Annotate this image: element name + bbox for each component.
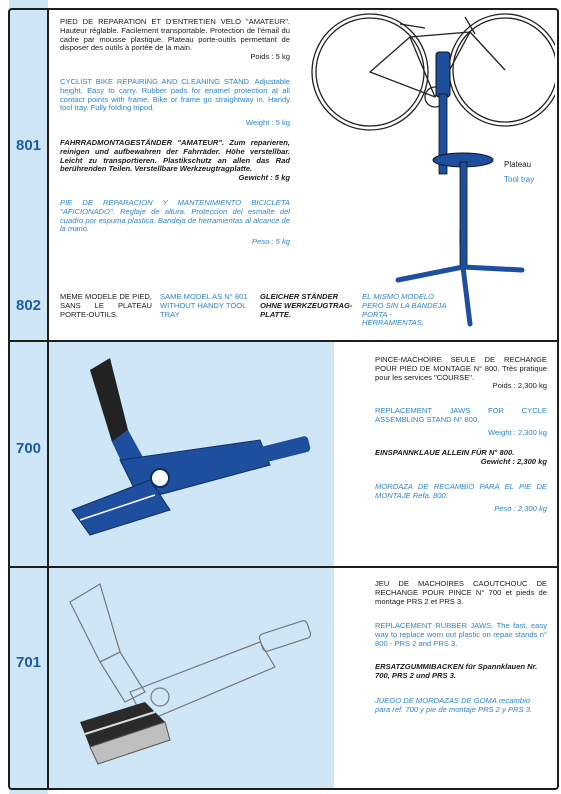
p802-es-text: EL MISMO MODELO PERO SIN LA BANDEJA PORTA - HERRAMIENTAS. (362, 292, 447, 328)
p701-es-text: JUEGO DE MORDAZAS DE GOMA recambio para ref. 700 y pie de montaje PRS 2 y PRS 3. (375, 696, 533, 714)
stand-body (398, 52, 522, 324)
rubber-jaws (80, 702, 170, 764)
p701-en-text: REPLACEMENT RUBBER JAWS. The fast, easy way to replace worn out plastic on repair stands n° 800 - PRS 2 and PRS 3. (375, 621, 547, 648)
p802-de-text: GLEICHER STÄNDER OHNE WERKZEUGTRAG-PLATTE. (260, 292, 353, 319)
section-divider-1 (8, 340, 559, 342)
p801-de-block (60, 139, 290, 183)
p801-fr-text: PIED DE REPARATION ET D'ENTRETIEN VELO "AMATEUR". Hauteur réglable. Facilement transportable. Protection de l'émail du cadre par mousse plastique. Plateau porte-outils permettant de disposer des outils à portée de la main. (60, 17, 290, 53)
p700-fr-text: PINCE-MACHOIRE SEULE DE RECHANGE POUR PIED DE MONTAGE N° 800. Très pratique pour les services "COURSE". (375, 355, 547, 382)
p801-de-text: FAHRRADMONTAGESTÄNDER "AMATEUR". Zum reparieren, reinigen und aufbewahren der Fahrräder. Höhe verstellbar. Leicht zu transportieren. Plastikschutz an allen das Rad berührenden Teilen. Verstellbare Werkzeugtragplatte. (60, 138, 290, 174)
rubber-jaws-701-illustration (60, 572, 330, 782)
p801-fr-weight: Poids : 5 kg (250, 52, 290, 62)
p700-es-block (375, 483, 547, 513)
plateau-label: Plateau (504, 160, 532, 169)
p700-de-weight: Gewicht : 2,300 kg (480, 456, 547, 466)
p802-fr-text: MEME MODELE DE PIED, SANS LE PLATEAU PORTE-OUTILS. (60, 292, 152, 319)
p700-es-text: MORDAZA DE RECAMBIO PARA EL PIE DE MONTAJE Refa. 800. (375, 482, 547, 500)
p700-fr-block (375, 356, 547, 391)
p801-es-text: PIE DE REPARACION Y MANTENIMIENTO BICICLETA "AFICIONADO". Reglaje de altura. Proteccion del esmalte del cuadro por espuma plastica. Bandeja de herramientas al alcance de la mano. (60, 198, 290, 234)
p700-en-block (375, 407, 547, 437)
p801-es-weight: Peso : 5 kg (252, 237, 290, 247)
tool-tray-label: Tool tray (504, 175, 535, 184)
product-number-801: 801 (15, 137, 42, 154)
product-number-802: 802 (15, 297, 42, 314)
p801-es-block (60, 199, 290, 247)
rail-divider (47, 8, 49, 790)
p802-en-text: SAME MODEL AS N° 801 WITHOUT HANDY TOOL TRAY (160, 292, 248, 319)
p700-fr-weight: Poids : 2,300 kg (492, 381, 547, 391)
p700-de-block (375, 449, 547, 467)
p700-de-text: EINSPANNKLAUE ALLEIN FÜR N° 800. (375, 448, 515, 457)
p701-de-text: ERSATZGUMMIBACKEN für Spannklauen Nr. 700, PRS 2 und PRS 3. (375, 662, 538, 680)
p701-fr-text: JEU DE MACHOIRES CAOUTCHOUC DE RECHANGE POUR PINCE N° 700 et pieds de montage PRS 2 et PRS 3. (375, 579, 547, 606)
p700-en-weight: Weight : 2,300 kg (488, 427, 547, 437)
repair-stand-illustration (300, 12, 555, 332)
p801-de-weight: Gewicht : 5 kg (238, 173, 290, 183)
p801-en-weight: Weight : 5 kg (245, 118, 290, 128)
p801-en-block (60, 78, 290, 128)
p700-en-text: REPLACEMENT JAWS FOR CYCLE ASSEMBLING STAND N° 800. (375, 406, 547, 424)
product-number-701: 701 (15, 654, 42, 671)
section-divider-2 (8, 566, 559, 568)
p801-fr-block (60, 18, 290, 62)
p700-es-weight: Peso : 2,300 kg (494, 503, 547, 513)
p801-en-text: CYCLIST BIKE REPAIRING AND CLEANING STAND. Adjustable height. Easy to carry. Rubber pads for enamel protection at all contact points with frame. Bike or frame go straightway in. Handy tool tray. Fully folding tripod. (60, 77, 290, 113)
clamp-700-illustration (60, 350, 330, 550)
product-number-700: 700 (15, 440, 42, 457)
